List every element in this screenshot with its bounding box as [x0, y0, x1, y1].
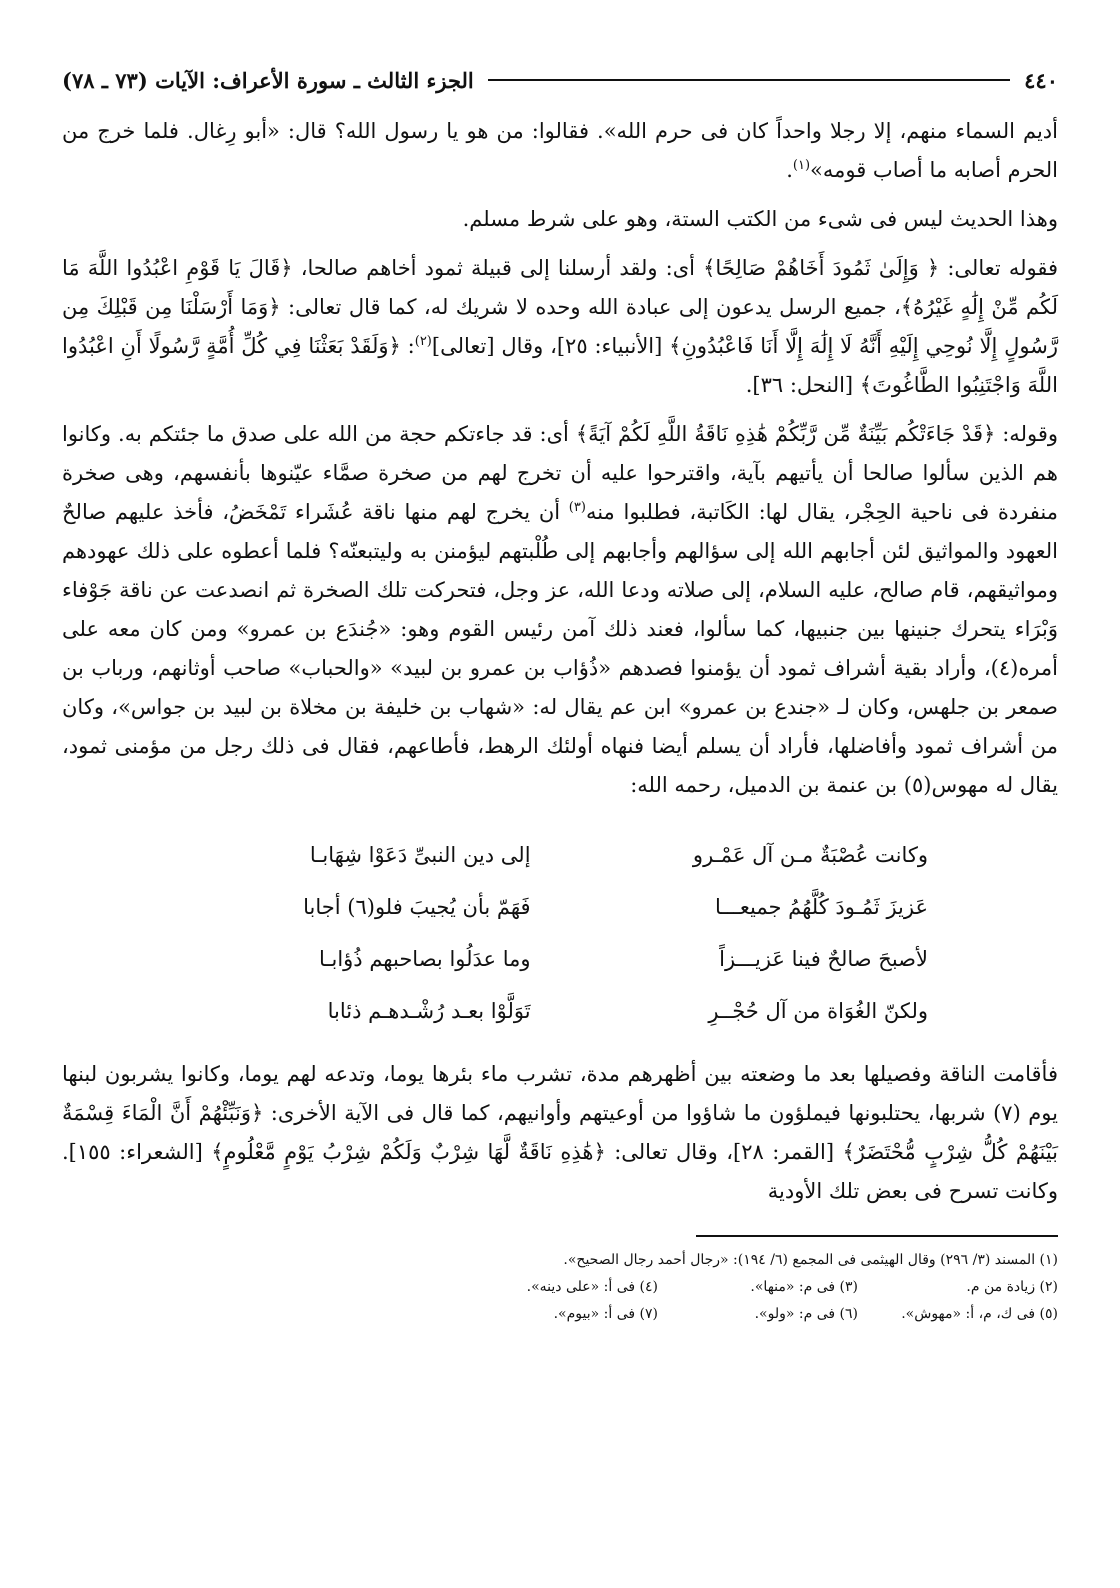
page-number: ٤٤٠	[1024, 67, 1058, 93]
main-text	[62, 112, 1058, 1211]
footnote-rule	[696, 1235, 1058, 1237]
paragraph: وهذا الحديث ليس فى شىء من الكتب الستة، وهو على شرط مسلم.	[462, 207, 1058, 231]
poem-verse: ولكنّ الغُوَاة من آل حُجْــرِ تَوَلَّوْا بعـد رُشْـدهـم ذئابا	[327, 999, 928, 1023]
paragraph: فأقامت الناقة وفصيلها بعد ما وضعته بين أظهرهم مدة، تشرب ماء بئرها يوما، وتدعه لهم يوما، وكانوا يشربون لبنها يوم (٧) شربها، يحتلبونها فيملؤون ما شاؤوا من أوعيتهم وأوانيهم، كما قال فى الآية الأخرى: ﴿وَنَبِّئْهُمْ أَنَّ الْمَاءَ قِسْمَةٌ بَيْنَهُمْ كُلُّ شِرْبٍ مُّحْتَضَرٌ﴾ [القمر: ٢٨]، وقال تعالى: ﴿هَٰذِهِ نَاقَةٌ لَّهَا شِرْبٌ وَلَكُمْ شِرْبُ يَوْمٍ مَّعْلُومٍ﴾ [الشعراء: ١٥٥]. وكانت تسرح فى بعض تلك الأودية	[62, 1062, 1059, 1203]
header-rule	[488, 79, 1010, 81]
footnote-line: (١) المسند (٣/ ٢٩٦) وقال الهيثمى فى المجمع (٦/ ١٩٤): «رجال أحمد رجال الصحيح».	[563, 1252, 1058, 1268]
running-header	[62, 62, 1058, 98]
footnote-line: (٥) فى ك، م، أ: «مهوش». (٦) فى م: «ولو». (٧) فى أ: «بيوم».	[553, 1306, 1058, 1322]
poem-verse: عَزيزَ ثَمُـودَ كُلَّهُمُ جميعـــا فَهَمّ بأن يُجيبَ فلو(٦) أجابا	[303, 895, 928, 919]
paragraph: فقوله تعالى: ﴿ وَإِلَىٰ ثَمُودَ أَخَاهُمْ صَالِحًا﴾ أى: ولقد أرسلنا إلى قبيلة ثمود أخاهم صالحا، ﴿قَالَ يَا قَوْمِ اعْبُدُوا اللَّهَ مَا لَكُم مِّنْ إِلَٰهٍ غَيْرُهُ﴾، جميع الرسل يدعون إلى عبادة الله وحده لا شريك له، كما قال تعالى: ﴿وَمَا أَرْسَلْنَا مِن قَبْلِكَ مِن رَّسُولٍ إِلَّا نُوحِي إِلَيْهِ أَنَّهُ لَا إِلَٰهَ إِلَّا أَنَا فَاعْبُدُونِ﴾ [الأنبياء: ٢٥]، وقال [تعالى]$^{(٢)}$: ﴿وَلَقَدْ بَعَثْنَا فِي كُلِّ أُمَّةٍ رَّسُولًا أَنِ اعْبُدُوا اللَّهَ وَاجْتَنِبُوا الطَّاغُوتَ﴾ [النحل: ٣٦].	[62, 256, 1058, 397]
page-header-title: الجزء الثالث ـ سورة الأعراف: الآيات (٧٣ ـ ٧٨)	[62, 67, 474, 93]
paragraph: أديم السماء منهم، إلا رجلا واحداً كان فى حرم الله». فقالوا: من هو يا رسول الله؟ قال: «أبو رِغال. فلما خرج من الحرم أصابه ما أصاب قومه»$^{(١)}$.	[62, 119, 1058, 182]
footnotes	[62, 1247, 1058, 1328]
poem-verse: لأصبحَ صالحٌ فينا عَزيـــزاً وما عدَلُوا بصاحبهم ذُؤابـا	[318, 947, 928, 971]
footnote-line: (٢) زيادة من م. (٣) فى م: «منها». (٤) فى أ: «على دينه».	[526, 1279, 1058, 1295]
paragraph: وقوله: ﴿قَدْ جَاءَتْكُم بَيِّنَةٌ مِّن رَّبِّكُمْ هَٰذِهِ نَاقَةُ اللَّهِ لَكُمْ آيَةً﴾ أى: قد جاءتكم حجة من الله على صدق ما جئتكم به. وكانوا هم الذين سألوا صالحا أن يأتيهم بآية، واقترحوا عليه أن تخرج لهم من صخرة صمَّاء عيّنوها بأنفسهم، وهى صخرة منفردة فى ناحية الحِجْر، يقال لها: الكَاتبة، فطلبوا منه$^{(٣)}$ أن يخرج لهم منها ناقة عُشَراء تَمْخَضُ، فأخذ عليهم صالحٌ العهود والمواثيق لئن أجابهم الله إلى سؤالهم وأجابهم إلى طُلْبتهم ليؤمنن به وليتبعنّه؟ فلما أعطوه على ذلك عهودهم ومواثيقهم، قام صالح، عليه السلام، إلى صلاته ودعا الله، عز وجل، فتحركت تلك الصخرة ثم انصدعت عن ناقة جَوْفاء وَبْرَاء يتحرك جنينها بين جنبيها، كما سألوا، فعند ذلك آمن رئيس القوم وهو: «جُندَع بن عمرو» ومن كان معه على أمره(٤)، وأراد بقية أشراف ثمود أن يؤمنوا فصدهم «ذُؤاب بن عمرو بن لبيد» «والحباب» صاحب أوثانهم، ورباب بن صمعر بن جلهس، وكان لـ «جندع بن عمرو» ابن عم يقال له: «شهاب بن خليفة بن مخلاة بن لبيد بن جواس»، وكان من أشراف ثمود وأفاضلها، فأراد أن يسلم أيضا فنهاه أولئك الرهط، فأطاعهم، فقال فى ذلك رجل من مؤمنى ثمود، يقال له مهوس(٥) بن عنمة بن الدميل، رحمه الله:	[62, 422, 1058, 797]
poem	[192, 829, 928, 1037]
poem-verse: وكانت عُصْبَةٌ مـن آل عَمْـرو إلى دين النبىِّ دَعَوْا شِهَابـا	[309, 843, 928, 867]
